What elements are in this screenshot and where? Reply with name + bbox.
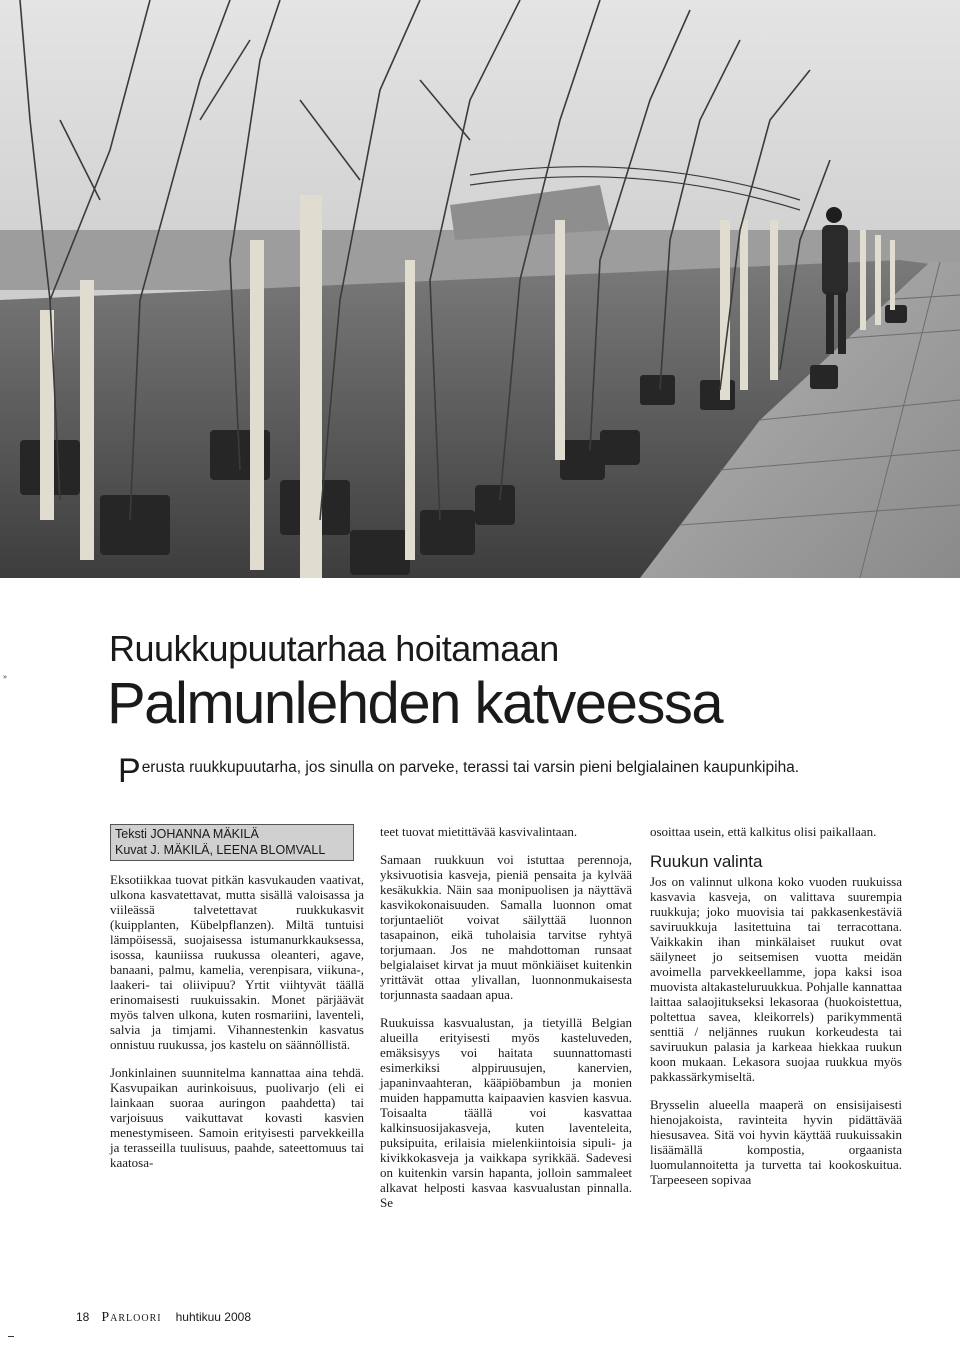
- paragraph: osoittaa usein, että kalkitus olisi paikallaan.: [650, 824, 877, 839]
- paragraph: teet tuovat mietittävää kasvivalintaan.: [380, 824, 578, 839]
- paragraph: Samaan ruukkuun voi istuttaa perennoja, yksivuotisia kasveja, pieniä pensaita ja kylvää kesäkukkia. Näin saa monipuolisen ja näyttävä kasvikokonaisuuden. Samalla luonnon omat torjuntaeliöt voivat säilyttää luonnon tasapainon, eikä tuholaisia tarvitse ryhtyä torjumaan. Jos ne mahdottoman runsaat belgialaiset kirvat ja muut mönkiäiset kuitenkin yrittävät ottaa ylivallan, luonnonmukaisesta torjunnasta saadaan apua.: [380, 852, 632, 1002]
- article-column-3: [650, 824, 902, 1200]
- article-title: Palmunlehden katveessa: [107, 671, 723, 736]
- page-footer: [76, 1310, 251, 1326]
- issue-date: huhtikuu 2008: [175, 1310, 251, 1324]
- crop-mark: [8, 1336, 14, 1337]
- page-edge-mark: »: [3, 672, 7, 681]
- paragraph: Jos on valinnut ulkona koko vuoden ruukuissa kasvavia kasveja, on valittava suurempia ruukkuja; joko muovisia tai pakkasenkestäviä saviruukkuja lasitettuina tai terracottana. Vaikkakin ihan minkälaiset ruukut ovat säilyneet jo seitsemisen vuotta meidän avoimella parvekkeellamme, jopa kaksi isoa muovista altakasteluruukkua. Pohjalle kannattaa laittaa salaojitukseksi lekasoraa (huokoistettua, poltettua savea, kleikorrels) parikymmentä senttiä / neljännes ruukun korkeudesta tai saviruukun palasia ja karkeaa hiekkaa ruukun koon mukaan. Lekasora suojaa ruukkua myös pakkassärkymiseltä.: [650, 874, 902, 1084]
- lede-initial: P: [118, 752, 141, 790]
- byline-photo-credit: Kuvat J. MÄKILÄ, LEENA BLOMVALL: [115, 843, 326, 857]
- article-column-2: [380, 824, 632, 1223]
- nursery-photo: [0, 0, 960, 578]
- paragraph: Eksotiikkaa tuovat pitkän kasvukauden vaativat, ulkona kasvatettavat, mutta sisällä valoisassa ja viileässä talvetettavat ruukkukasvit (kuipplanten, Kübelpflanzen). Miltä tuntuisi lämpöisessä, suojaisessa istumanurkkauksessa, isossa, kauniissa ruukussa oleanteri, agave, banaani, palmu, kamelia, verenpisara, viikuna-, laakeri- tai oliivipuu? Yrtit viihtyvät täällä erinomaisesti ruukuissakin. Monet pärjäävät myös talven ulkona, kuten rosmariini, laventeli, salvia ja timjami. Vihannestenkin kasvatus onnistuu ruukussa, jos kastelu on säännöllistä.: [110, 872, 364, 1052]
- section-kicker: Ruukkupuutarhaa hoitamaan: [109, 628, 559, 669]
- paragraph: Brysselin alueella maaperä on ensisijaisesti hienojakoista, ravinteita hyvin pidättävää hiesusavea. Sitä voi hyvin käyttää ruukuissakin lisäämällä kompostia, orgaanista luomulannoitetta ja turvetta tai kookoskuitua. Tarpeeseen sopivaa: [650, 1097, 902, 1187]
- byline-box: [110, 824, 354, 861]
- lede-text: erusta ruukkupuutarha, jos sinulla on parveke, terassi tai varsin pieni belgialainen kaupunkipiha.: [141, 759, 800, 776]
- paragraph: Ruukuissa kasvualustan, ja tietyillä Belgian alueilla erityisesti myös kasteluveden, emäksisyys voi haitata suunnattomasti esimerkiksi alppiruusujen, kanervien, japaninvaahteran, kääpiöbambun ja monien muiden happamutta kaipaavien kasvien kasvua. Toisaalta täällä voi kasvattaa kalkinsuosijakasveja, kuten laventeleita, puksipuita, erilaisia mielenkiintoisia sipuli- ja kivikkokasveja ja vaikkapa syrikkää. Sadevesi on kuitenkin varsin hapanta, jolloin sammaleet alkavat helposti kasvaa kasvualustan pinnalla. Se: [380, 1015, 632, 1210]
- article-column-1: [110, 872, 364, 1183]
- byline-text-credit: Teksti JOHANNA MÄKILÄ: [115, 827, 259, 841]
- subheading-ruukun-valinta: Ruukun valinta: [650, 852, 763, 871]
- nursery-photo-illustration: [0, 0, 960, 578]
- article-lede: [118, 754, 799, 788]
- paragraph: Jonkinlainen suunnitelma kannattaa aina tehdä. Kasvupaikan aurinkoisuus, puolivarjo (eli ei lainkaan suoraa auringon paahdetta) tai varjoisuus vaikuttavat kovasti kasvien menestymiseen. Samoin erityisesti parvekkeilla ja terasseilla tuulisuus, paahde, sateettomuus tai kaatosa-: [110, 1065, 364, 1170]
- magazine-name: Parloori: [101, 1310, 162, 1325]
- page-number: 18: [76, 1310, 90, 1324]
